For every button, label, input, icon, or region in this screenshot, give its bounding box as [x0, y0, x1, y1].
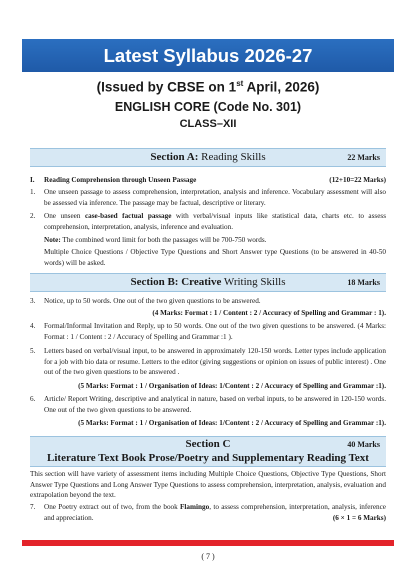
syllabus-banner: Latest Syllabus 2026-27 [22, 39, 394, 72]
list-item: 4. Formal/Informal Invitation and Reply, up to 50 words. One out of the two given questions to be answered. (4 Marks: Format : 1 / Content : 2 / Accuracy of Spelling and Grammar :1 ). [30, 322, 386, 341]
list-item: 5. Letters based on verbal/visual input, to be answered in approximately 120-150 words. Letter types include application for a job with bio data or resume. Letters to the editor (giving suggestions or opinion on issues of public interest) . One out of the two given questions to be answered . [30, 347, 386, 377]
list-item: 1. One unseen passage to assess comprehension, interpretation, analysis and inference. Vocabulary assessment will also be assessed via inference. The passage may be factual, descriptive or literary. [30, 188, 386, 207]
marks-line: (4 Marks: Format : 1 / Content : 2 / Accuracy of Spelling and Grammar : 1). [152, 309, 386, 317]
list-item: 6. Article/ Report Writing, descriptive and analytical in nature, based on verbal inputs, to be answered in 120-150 words. One out of the two given questions to be answered. [30, 395, 386, 414]
section-c-header: Section C 40 Marks Literature Text Book Prose/Poetry and Supplementary Reading Text [30, 436, 386, 467]
class-title: CLASS–XII [179, 118, 237, 130]
list-item: 3. Notice, up to 50 words. One out of the two given questions to be answered. [30, 297, 261, 305]
section-b-header: Section B: Creative Writing Skills 18 Marks [30, 273, 386, 292]
section-a-header: Section A: Reading Skills 22 Marks [30, 148, 386, 167]
note-line-2: Multiple Choice Questions / Objective Type Questions and Short Answer type Questions (to be answered in 40-50 words) will be asked. [44, 248, 386, 267]
note-line: Note: The combined word limit for both the passages will be 700-750 words. [44, 236, 267, 244]
course-title: ENGLISH CORE (Code No. 301) [114, 100, 302, 114]
reading-comprehension-heading: I. Reading Comprehension through Unseen Passage (12+10=22 Marks) [30, 176, 386, 184]
marks-line: (5 Marks: Format : 1 / Organisation of Ideas: 1/Content : 2 / Accuracy of Spelling and Grammar :1). [78, 382, 386, 390]
list-item: 2. One unseen case-based factual passage with verbal/visual inputs like statistical data, charts etc. to assess comprehension, interpretation, analysis, inference and evaluation. [30, 212, 386, 231]
section-c-intro: This section will have variety of assessment items including Multiple Choice Questions, Objective Type Questions, Short Answer Type Questions and Long Answer Type Questions to assess comprehension, interpretation, analysis, evaluation and extrapolation beyond the text. [30, 470, 386, 500]
issued-line: (Issued by CBSE on 1st April, 2026) [96, 79, 320, 95]
marks-line: (5 Marks: Format : 1 / Organisation of Ideas: 1/Content : 2 / Accuracy of Spelling and Grammar :1). [78, 419, 386, 427]
page-number: ( 7 ) [201, 552, 215, 561]
footer-bar [22, 540, 394, 546]
list-item: 7. One Poetry extract out of two, from the book Flamingo, to assess comprehension, interpretation, analysis, inference and appreciation. (6 × 1 = 6 Marks) [30, 503, 386, 522]
